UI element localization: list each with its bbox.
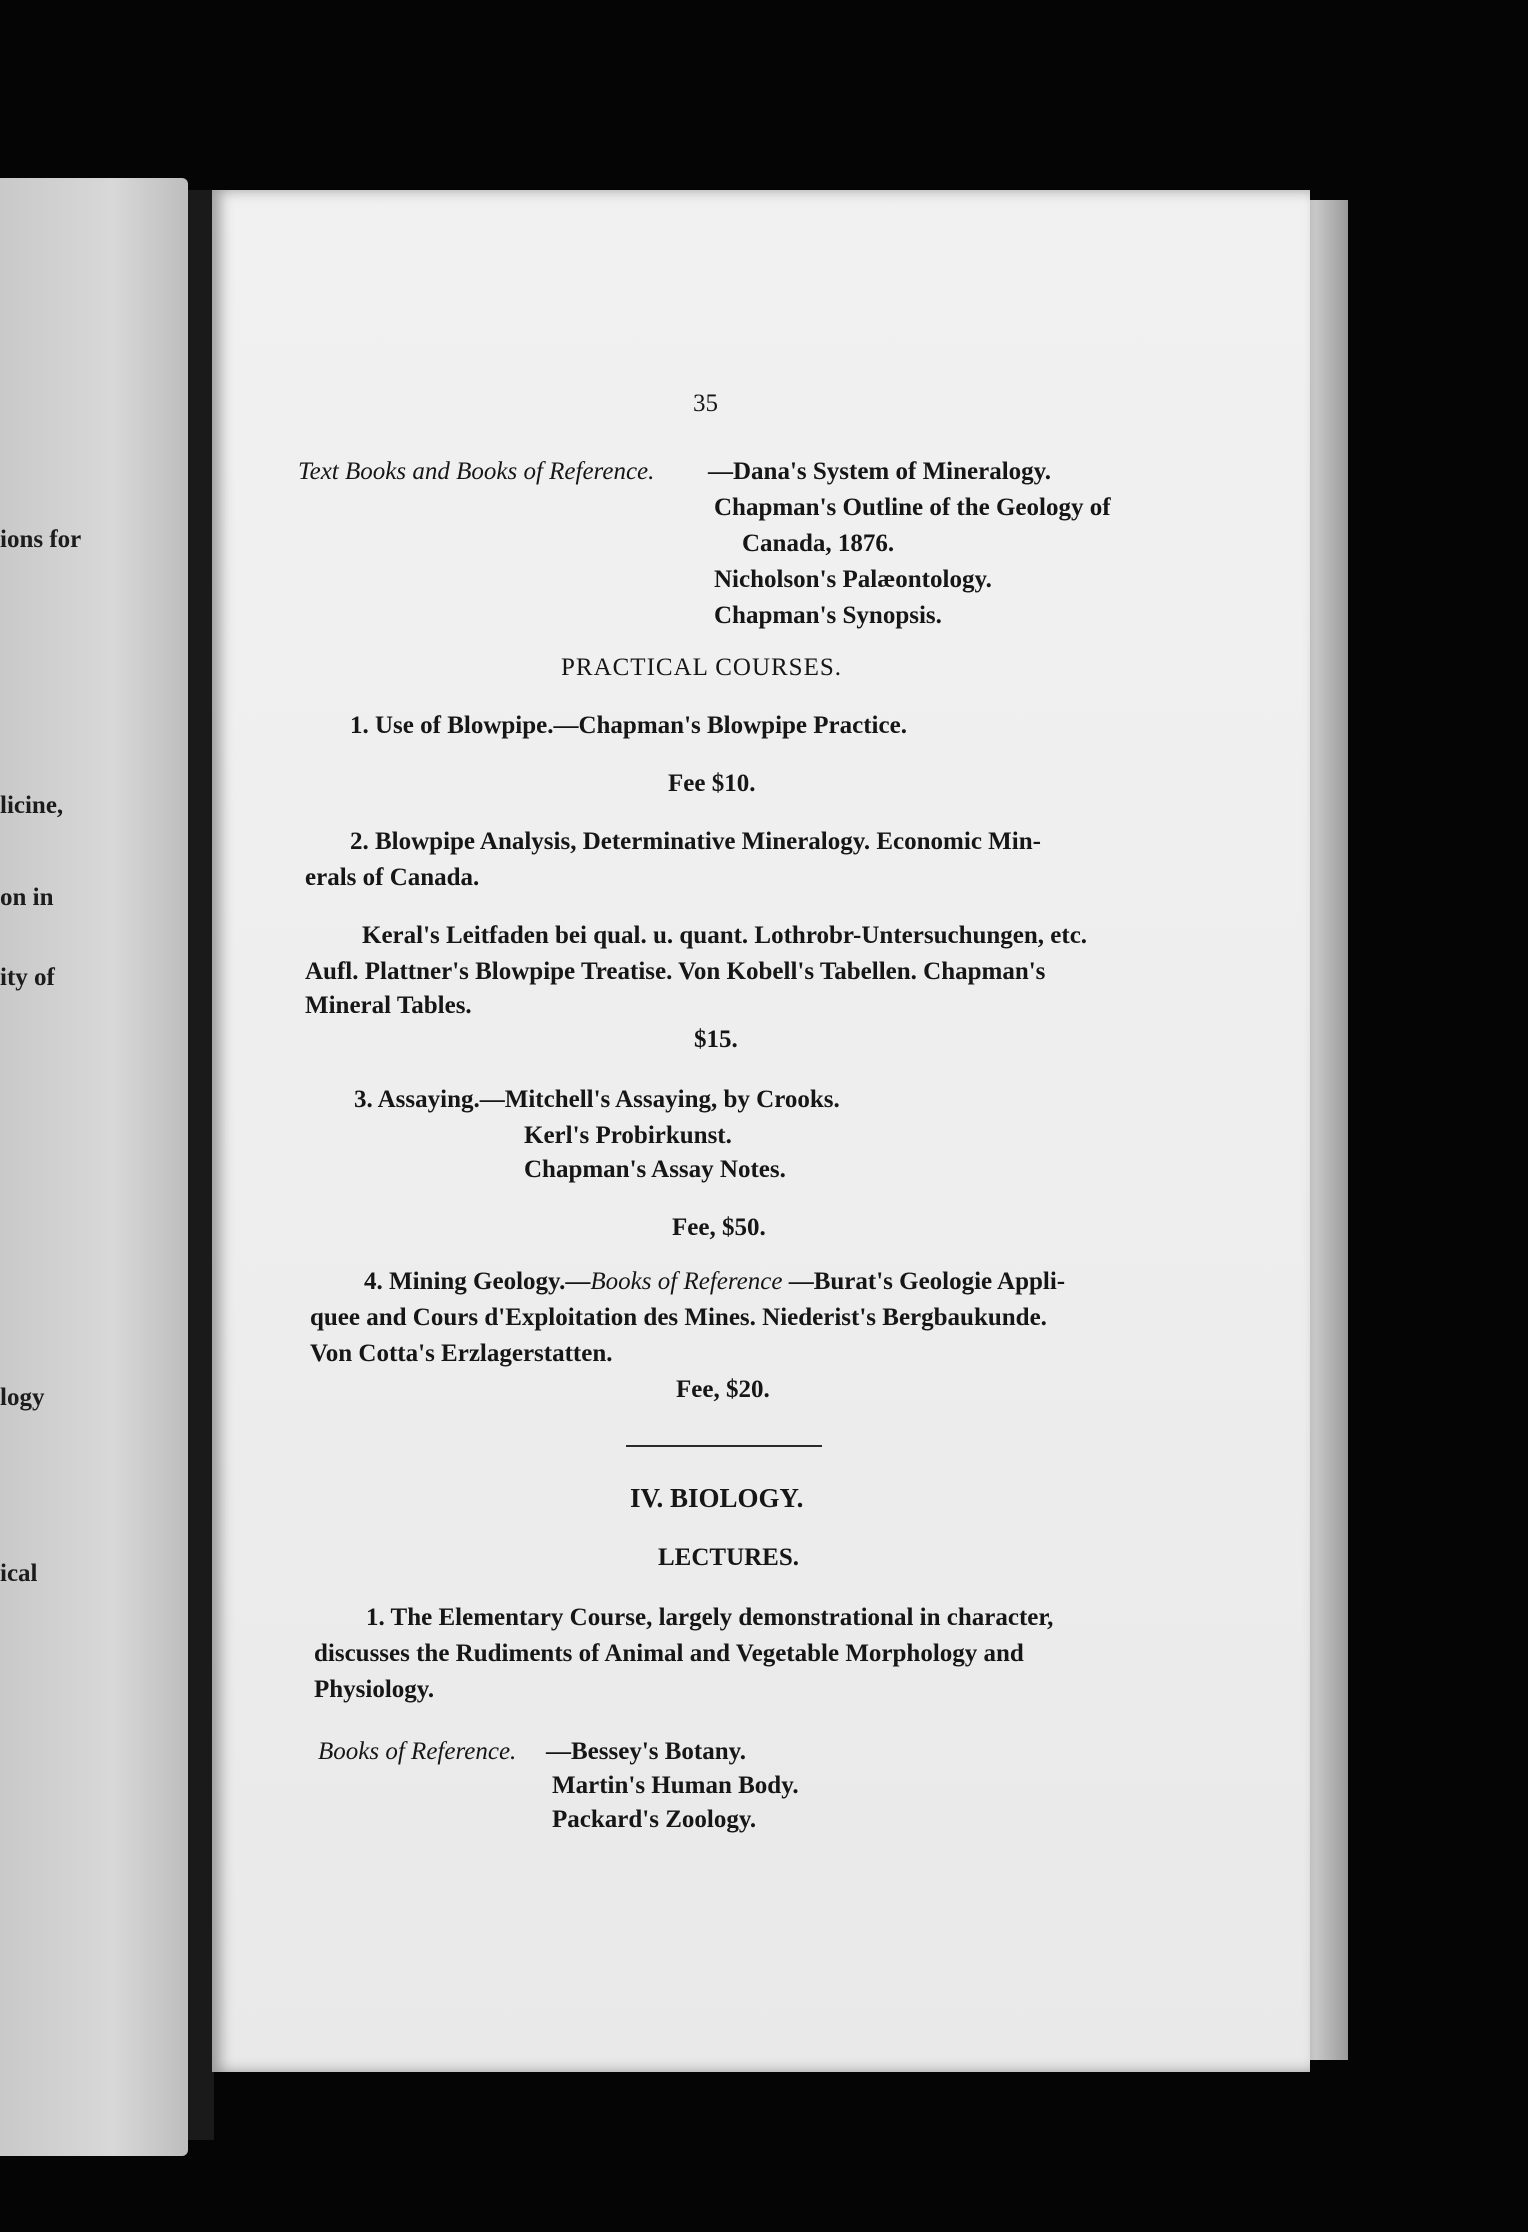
course-2-ref-3: Mineral Tables. — [305, 992, 472, 1019]
course-4-line-2: quee and Cours d'Exploitation des Mines. Niederist's Bergbaukunde. — [310, 1304, 1047, 1331]
course-3-text: 3. Assaying.—Mitchell's Assaying, by Crooks. — [354, 1086, 840, 1113]
biology-line-1: 1. The Elementary Course, largely demonstrational in character, — [366, 1604, 1054, 1631]
course-3-ref-2: Chapman's Assay Notes. — [524, 1156, 786, 1183]
book-gutter — [188, 190, 214, 2140]
left-fragment-5: logy — [0, 1384, 45, 1411]
left-fragment-2: licine, — [0, 792, 64, 819]
text-book-item-2: Chapman's Outline of the Geology of — [714, 494, 1111, 521]
biology-book-2: Martin's Human Body. — [552, 1772, 799, 1799]
course-4-ref-label: Books of Reference — [590, 1268, 783, 1295]
practical-courses-heading: PRACTICAL COURSES. — [561, 654, 843, 681]
course-4-line-3: Von Cotta's Erzlagerstatten. — [310, 1340, 613, 1367]
course-4-fee: Fee, $20. — [676, 1376, 770, 1403]
course-1-fee: Fee $10. — [668, 770, 756, 797]
text-book-item-3: Canada, 1876. — [742, 530, 895, 557]
biology-book-3: Packard's Zoology. — [552, 1806, 757, 1833]
course-2-line-1: 2. Blowpipe Analysis, Determinative Mineralogy. Economic Min- — [350, 828, 1041, 855]
page-number: 35 — [693, 390, 718, 417]
biology-book-1: —Bessey's Botany. — [546, 1738, 747, 1765]
biology-heading: IV. BIOLOGY. — [630, 1483, 804, 1513]
lectures-subheading: LECTURES. — [658, 1544, 800, 1571]
section-divider — [626, 1445, 822, 1447]
left-fragment-3: on in — [0, 884, 54, 911]
text-books-label: Text Books and Books of Reference. — [298, 458, 655, 485]
text-book-item-1: —Dana's System of Mineralogy. — [708, 458, 1052, 485]
course-1-text: 1. Use of Blowpipe.—Chapman's Blowpipe Practice. — [350, 712, 907, 739]
biology-line-3: Physiology. — [314, 1676, 435, 1703]
course-2-fee: $15. — [694, 1026, 738, 1053]
left-fragment-4: ity of — [0, 964, 55, 991]
course-2-ref-1: Keral's Leitfaden bei qual. u. quant. Lothrobr-Untersuchungen, etc. — [362, 922, 1088, 949]
text-book-item-4: Nicholson's Palæontology. — [714, 566, 992, 593]
course-3-fee: Fee, $50. — [672, 1214, 766, 1241]
course-4-line-1 — [364, 1266, 1065, 1298]
left-fragment-6: ical — [0, 1560, 38, 1587]
course-3-ref-1: Kerl's Probirkunst. — [524, 1122, 732, 1149]
course-2-ref-2: Aufl. Plattner's Blowpipe Treatise. Von Kobell's Tabellen. Chapman's — [305, 958, 1046, 985]
left-fragment-1: ions for — [0, 526, 82, 553]
course-4-line-1-rest: —Burat's Geologie Appli- — [782, 1268, 1066, 1295]
biology-books-label: Books of Reference. — [318, 1738, 517, 1765]
course-2-line-2: erals of Canada. — [305, 864, 480, 891]
course-4-prefix: 4. Mining Geology.— — [364, 1268, 591, 1295]
biology-line-2: discusses the Rudiments of Animal and Vegetable Morphology and — [314, 1640, 1024, 1667]
text-book-item-5: Chapman's Synopsis. — [714, 602, 942, 629]
left-facing-page — [0, 178, 188, 2156]
